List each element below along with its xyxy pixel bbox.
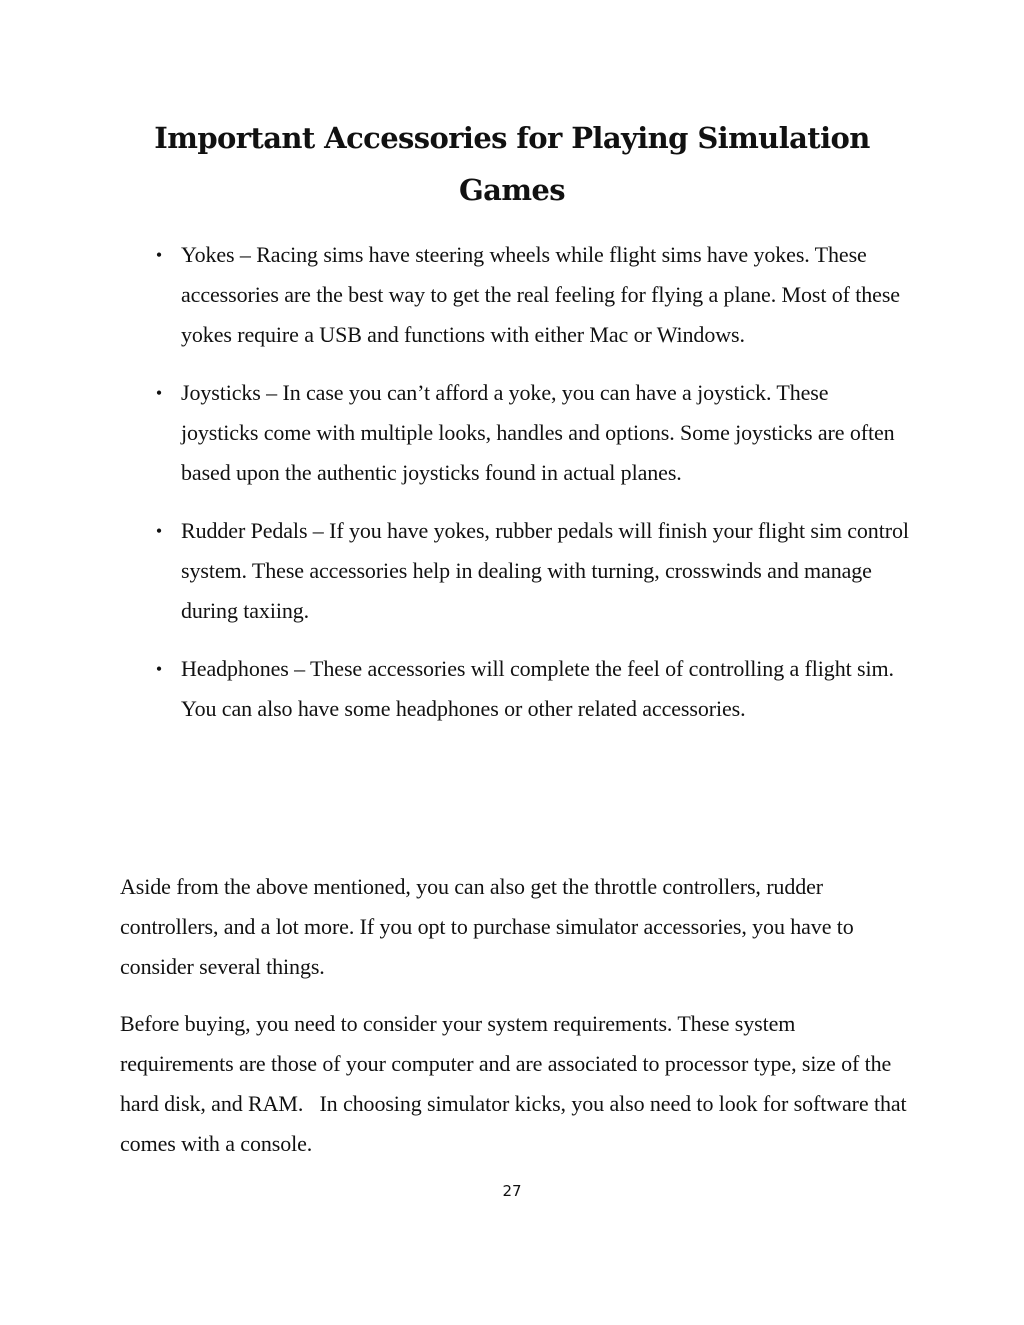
list-item-headphones xyxy=(150,649,910,729)
list-item-rudder-pedals xyxy=(150,511,910,631)
list-item-text: Yokes – Racing sims have steering wheels while flight sims have yokes. These accessories are the best way to get the real feeling for flying a plane. Most of these yokes require a USB and functions with either Mac or Windows. xyxy=(181,242,900,347)
body-paragraph-accessories: Aside from the above mentioned, you can also get the throttle controllers, rudder controllers, and a lot more. If you opt to purchase simulator accessories, you have to consider several things. xyxy=(120,874,854,979)
accessories-list xyxy=(150,235,910,747)
bullet-icon: • xyxy=(155,383,163,403)
page-number: 27 xyxy=(502,1182,522,1200)
list-item-text: Rudder Pedals – If you have yokes, rubber pedals will finish your flight sim control system. These accessories help in dealing with turning, crosswinds and manage during taxiing. xyxy=(181,518,909,623)
list-item-yokes xyxy=(150,235,910,355)
list-item-joysticks xyxy=(150,373,910,493)
list-item-text: Joysticks – In case you can’t afford a yoke, you can have a joystick. These joysticks come with multiple looks, handles and options. Some joysticks are often based upon the authentic joysticks found in actual planes. xyxy=(181,380,895,485)
body-paragraph-requirements: Before buying, you need to consider your system requirements. These system requirements are those of your computer and are associated to processor type, size of the hard disk, and RAM. In choosing simulator kicks, you also need to look for software that comes with a console. xyxy=(120,1011,912,1156)
bullet-icon: • xyxy=(155,659,163,679)
bullet-icon: • xyxy=(155,245,163,265)
bullet-icon: • xyxy=(155,521,163,541)
page-title: Important Accessories for Playing Simulation Games xyxy=(154,121,870,207)
list-item-text: Headphones – These accessories will complete the feel of controlling a flight sim. You can also have some headphones or other related accessories. xyxy=(181,656,894,721)
